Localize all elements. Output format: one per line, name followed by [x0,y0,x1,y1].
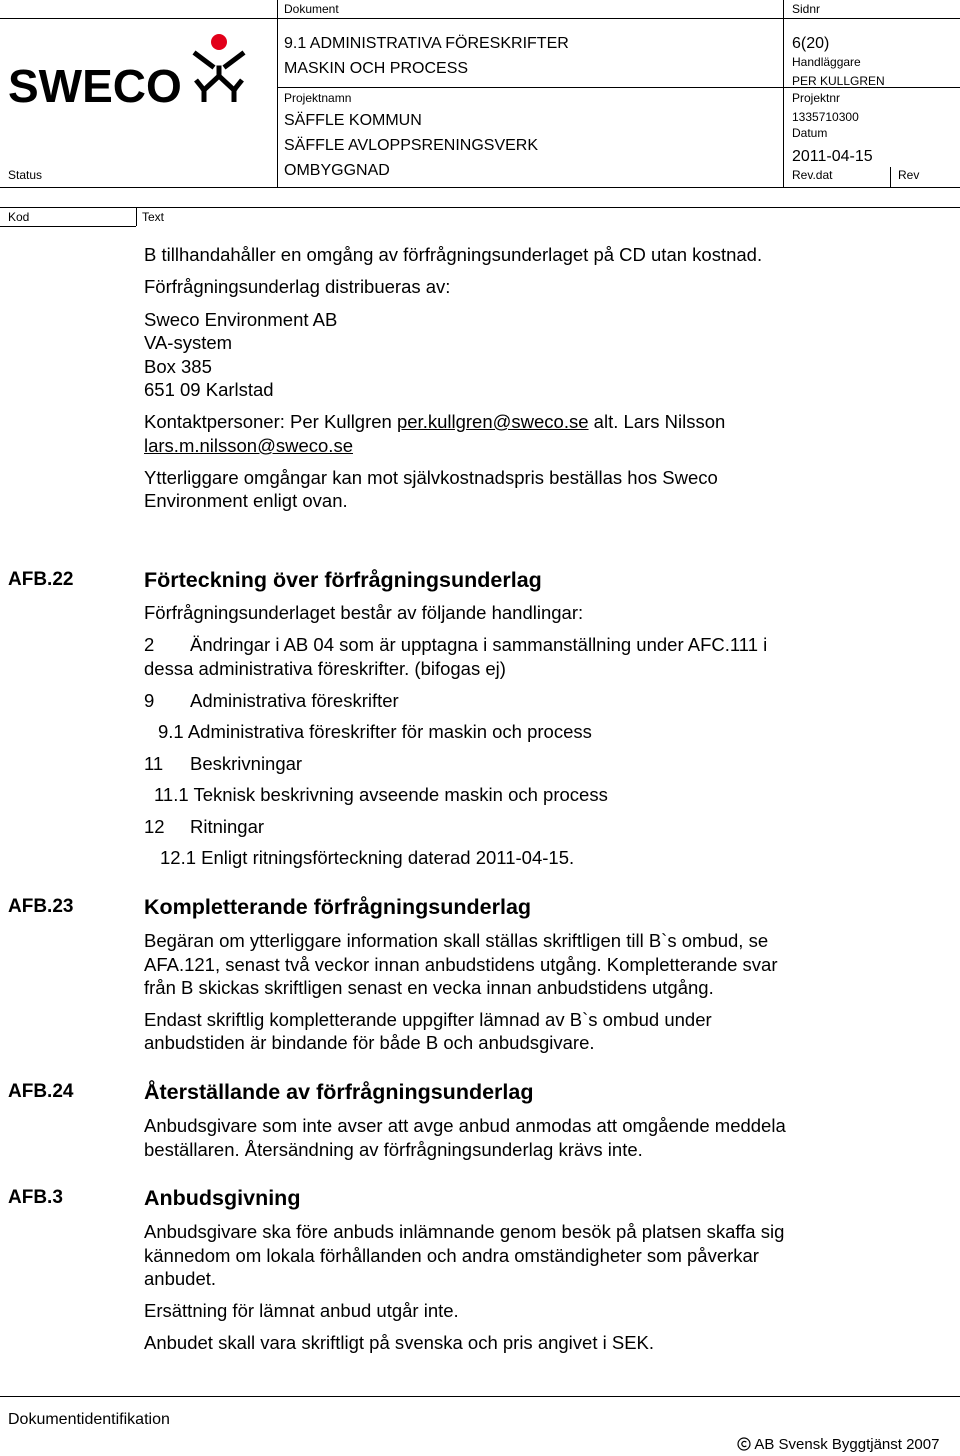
column-text: Text [142,210,165,224]
copyright-icon [737,1437,751,1451]
label-rev: Rev [898,168,920,182]
section-paragraph: Endast skriftlig kompletterande uppgifter lämnad av B`s ombud under [144,1009,712,1030]
header-divider [277,0,278,187]
page-number: 6(20) [792,35,830,52]
section-paragraph: anbudet. [144,1268,217,1289]
list-item: dessa administrativa föreskrifter. (bifogas ej) [144,658,506,679]
project-name-line1: SÄFFLE KOMMUN [284,112,422,129]
header-divider [890,167,891,187]
header-divider [0,207,960,208]
list-item: Beskrivningar [190,753,303,774]
section-title: Återställande av förfrågningsunderlag [144,1080,534,1104]
header-divider [136,207,137,226]
label-dokument: Dokument [284,2,339,16]
section-paragraph: beställaren. Återsändning av förfrågningsunderlag krävs inte. [144,1139,643,1160]
section-paragraph: kännedom om lokala förhållanden och andra omständigheter som påverkar [144,1245,759,1266]
section-title: Kompletterande förfrågningsunderlag [144,895,532,919]
section-title: Förteckning över förfrågningsunderlag [144,568,542,592]
address-line: VA-system [144,332,233,353]
section-paragraph: anbudstiden är bindande för både B och anbudsgivare. [144,1032,595,1053]
address-line: Sweco Environment AB [144,309,338,330]
contact-line [144,434,353,458]
list-subitem: 11.1 Teknisk beskrivning avseende maskin och process [154,784,608,805]
section-paragraph: AFA.121, senast två veckor innan anbudstidens utgång. Kompletterande svar [144,954,778,975]
projektnr-value: 1335710300 [792,110,859,124]
project-name-line3: OMBYGGNAD [284,162,390,179]
list-number: 12 [144,816,165,837]
section-paragraph: Ersättning för lämnat anbud utgår inte. [144,1300,459,1321]
label-handlaggare: Handläggare [792,55,861,69]
section-code: AFB.3 [8,1187,63,1208]
list-item: Administrativa föreskrifter [190,690,399,711]
column-kod: Kod [8,210,30,224]
header-divider [0,226,136,227]
list-number: 9 [144,690,155,711]
contact-prefix: Kontaktpersoner: Per Kullgren [144,411,397,432]
address-line: 651 09 Karlstad [144,379,274,400]
list-subitem: 9.1 Administrativa föreskrifter för maskin och process [158,721,592,742]
copyright-line [737,1436,939,1454]
datum-value: 2011-04-15 [792,148,873,165]
logo-head-icon [211,34,227,50]
list-subitem: 12.1 Enligt ritningsförteckning daterad 2011-04-15. [160,847,575,868]
section-paragraph: från B skickas skriftligen senast en vecka innan anbudstidens utgång. [144,977,714,998]
section-paragraph: Anbudet skall vara skriftligt på svenska och pris angivet i SEK. [144,1332,655,1353]
section-paragraph: Anbudsgivare ska före anbuds inlämnande genom besök på platsen skaffa sig [144,1221,785,1242]
section-title: Anbudsgivning [144,1186,301,1210]
label-projektnamn: Projektnamn [284,91,352,105]
logo-text: SWECO [8,60,182,112]
email-link-nilsson[interactable]: lars.m.nilsson@sweco.se [144,435,353,456]
sweco-logo [8,32,268,112]
contact-line [144,410,725,434]
label-projektnr: Projektnr [792,91,841,105]
list-number: 11 [144,753,164,774]
header-divider [0,18,960,19]
list-number: 2 [144,634,155,655]
label-datum: Datum [792,126,828,140]
contact-mid: alt. Lars Nilsson [588,411,726,432]
label-status: Status [8,168,43,182]
document-identification: Dokumentidentifikation [8,1411,170,1428]
email-link-kullgren[interactable]: per.kullgren@sweco.se [396,411,589,432]
header-divider [783,0,784,187]
address-line: Box 385 [144,356,212,377]
intro-paragraph: Förfrågningsunderlag distribueras av: [144,276,451,297]
document-title-line1: 9.1 ADMINISTRATIVA FÖRESKRIFTER [284,35,569,52]
list-item: Ritningar [190,816,265,837]
intro-paragraph: B tillhandahåller en omgång av förfrågningsunderlaget på CD utan kostnad. [144,244,763,265]
header-divider [0,187,960,188]
copyright-text: AB Svensk Byggtjänst 2007 [754,1436,940,1453]
label-sidnr: Sidnr [792,2,821,16]
section-paragraph: Anbudsgivare som inte avser att avge anbud anmodas att omgående meddela [144,1115,786,1136]
section-code: AFB.24 [8,1081,74,1102]
intro-paragraph: Ytterliggare omgångar kan mot självkostnadspris beställas hos Sweco [144,467,718,488]
label-revdat: Rev.dat [792,168,833,182]
section-code: AFB.22 [8,569,74,590]
intro-paragraph: Environment enligt ovan. [144,490,348,511]
handlaggare-value: PER KULLGREN [792,74,885,88]
list-item: Ändringar i AB 04 som är upptagna i sammanställning under AFC.111 i [190,634,768,655]
section-code: AFB.23 [8,896,74,917]
section-paragraph: Förfrågningsunderlaget består av följande handlingar: [144,602,584,623]
footer-divider [0,1396,960,1397]
document-title-line2: MASKIN OCH PROCESS [284,60,469,77]
project-name-line2: SÄFFLE AVLOPPSRENINGSVERK [284,137,539,154]
section-paragraph: Begäran om ytterliggare information skall ställas skriftligen till B`s ombud, se [144,930,769,951]
